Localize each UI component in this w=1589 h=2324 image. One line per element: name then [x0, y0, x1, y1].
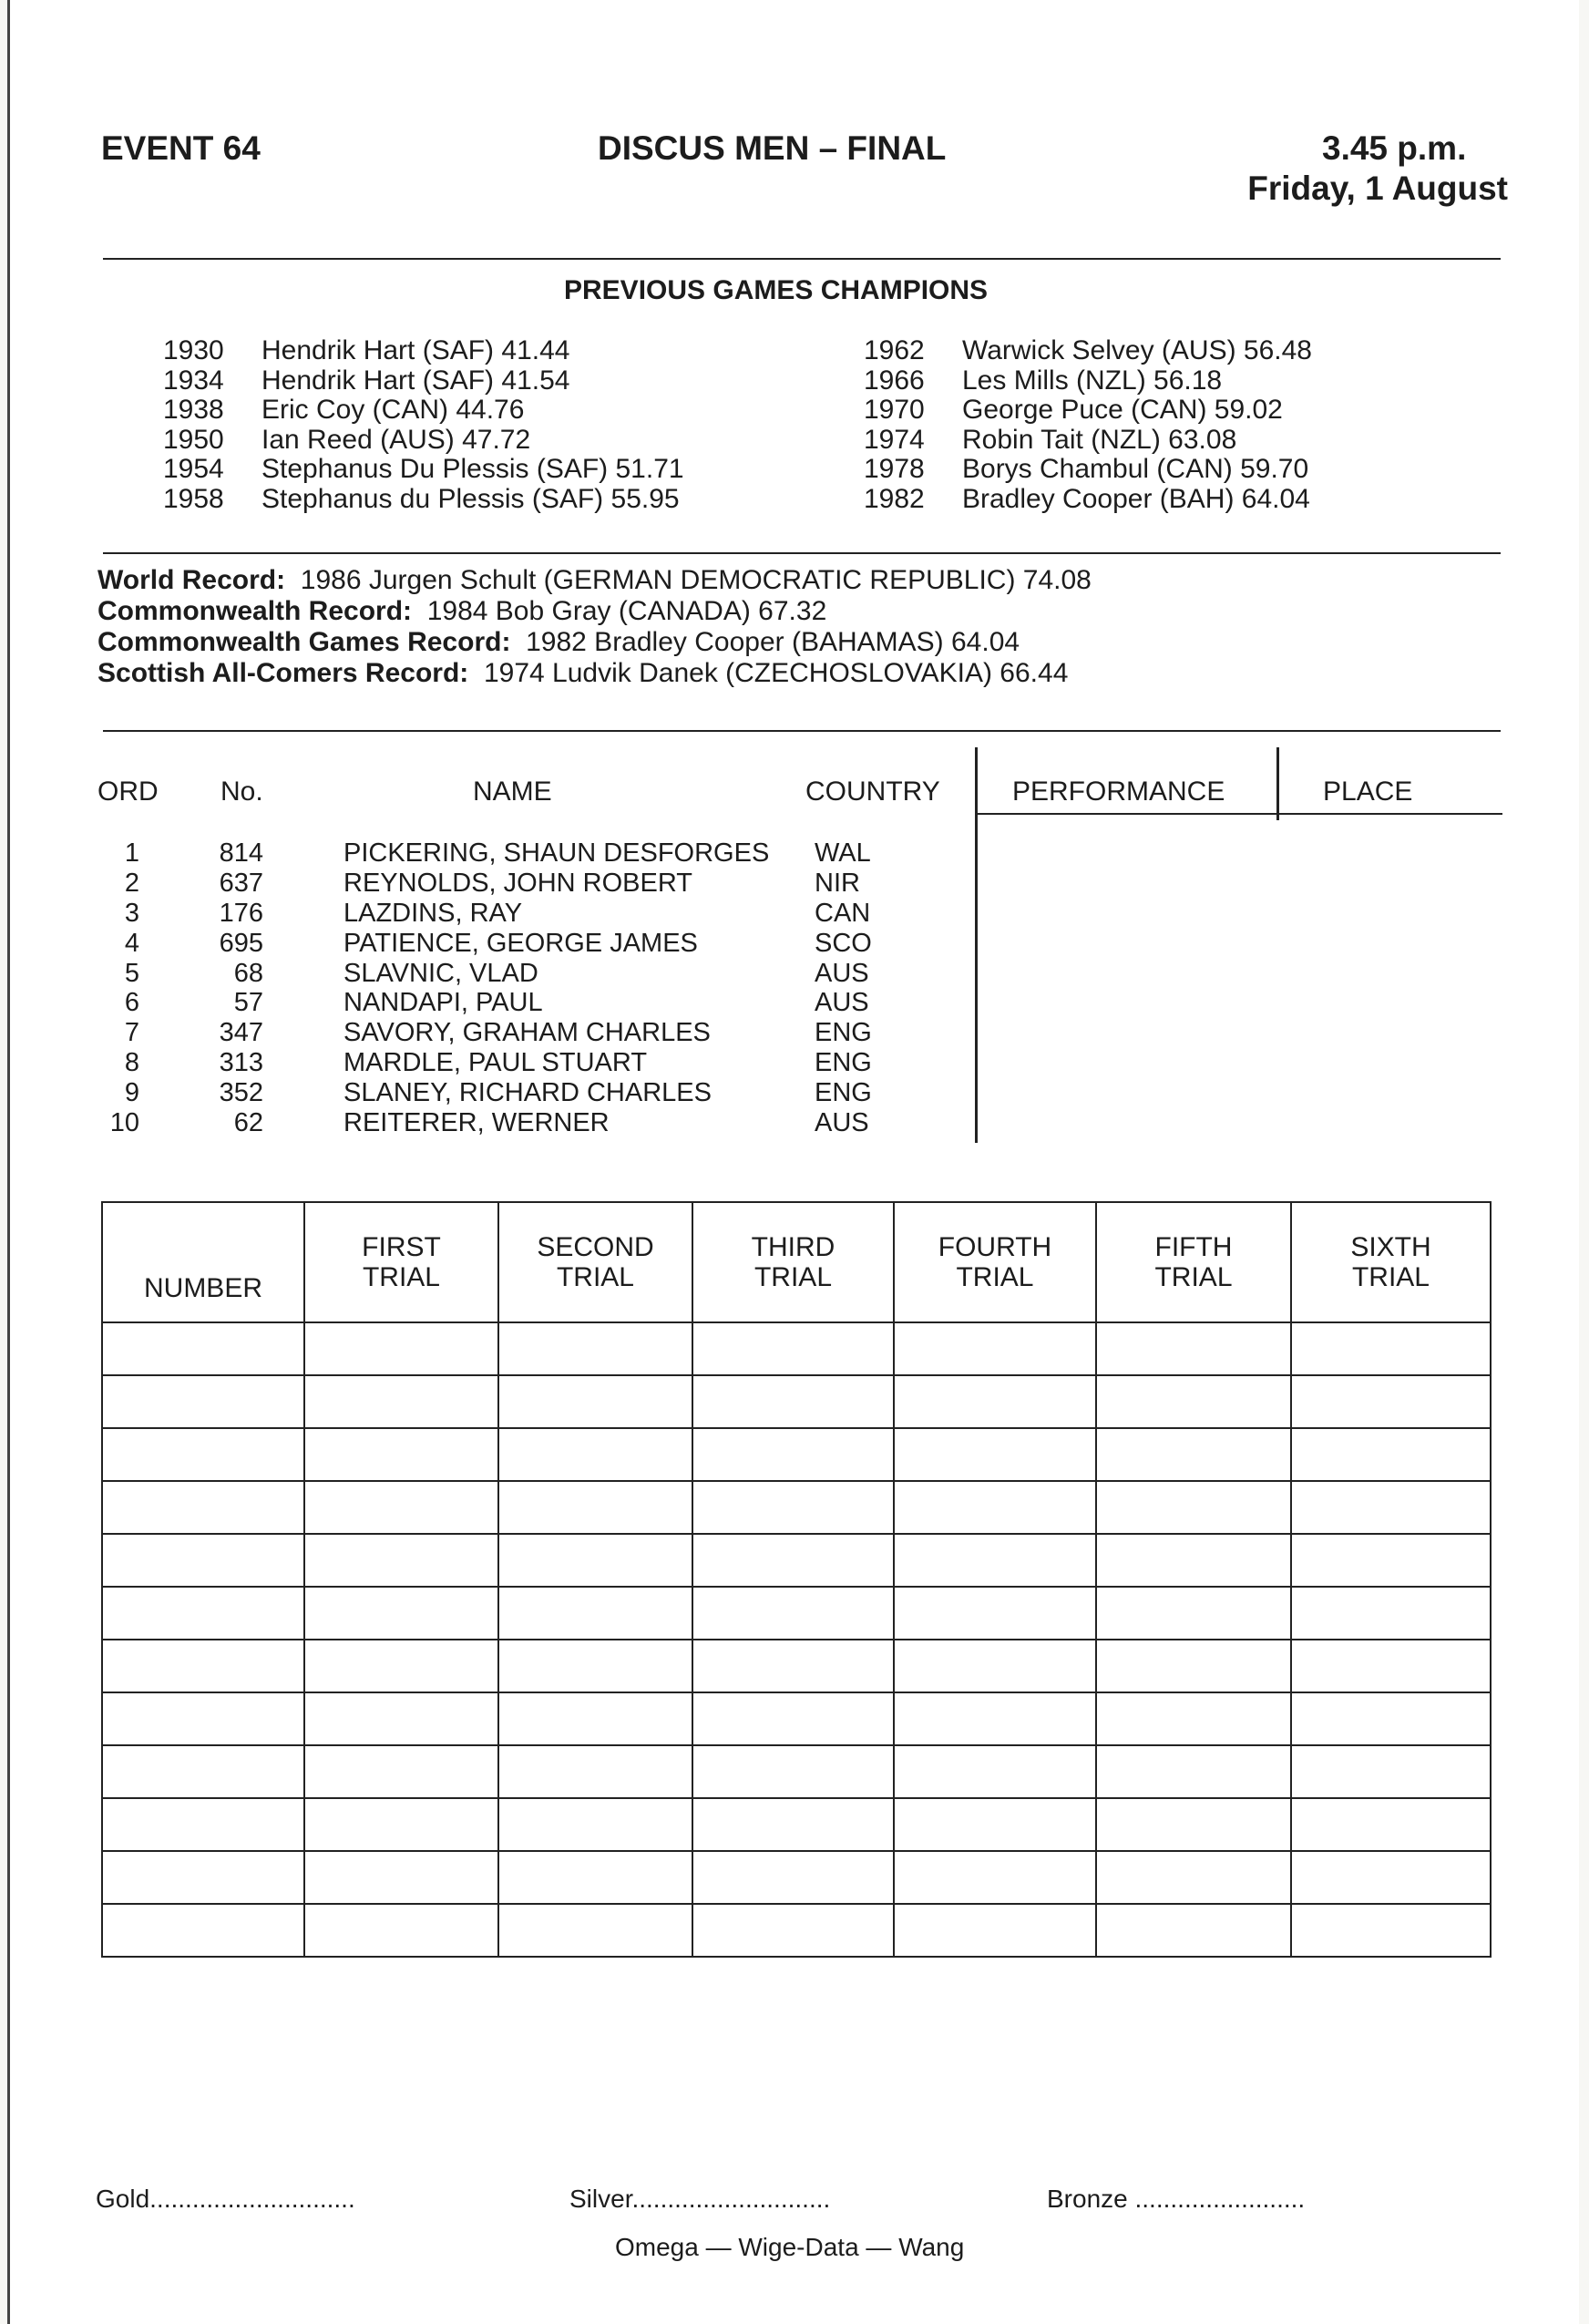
cell[interactable]	[498, 1375, 692, 1428]
silver-line: Silver............................	[569, 2185, 831, 2213]
cell[interactable]	[1291, 1640, 1491, 1692]
cell[interactable]	[304, 1798, 498, 1851]
table-row	[102, 1534, 1491, 1587]
cell[interactable]	[304, 1745, 498, 1798]
cell[interactable]	[894, 1481, 1096, 1534]
table-row	[102, 1375, 1491, 1428]
champions-list-right	[864, 336, 1312, 515]
header-second-trial: SECOND TRIAL	[498, 1202, 692, 1322]
col-header-ord: ORD	[97, 776, 159, 807]
divider	[103, 258, 1501, 260]
cell[interactable]	[304, 1640, 498, 1692]
header-fourth-trial: FOURTH TRIAL	[894, 1202, 1096, 1322]
cell[interactable]	[498, 1481, 692, 1534]
cell[interactable]	[692, 1798, 894, 1851]
header-number: NUMBER	[102, 1202, 304, 1322]
cell[interactable]	[692, 1375, 894, 1428]
record-row: World Record: 1986 Jurgen Schult (GERMAN DEMOCRATIC REPUBLIC) 74.08	[97, 565, 1092, 595]
cell[interactable]	[1291, 1375, 1491, 1428]
entry-row: 5 68 SLAVNIC, VLAD AUS	[124, 958, 869, 988]
event-date: Friday, 1 August	[1247, 170, 1508, 207]
champions-heading: PREVIOUS GAMES CHAMPIONS	[564, 275, 989, 305]
cell[interactable]	[692, 1851, 894, 1904]
cell[interactable]	[102, 1798, 304, 1851]
cell[interactable]	[1096, 1640, 1291, 1692]
col-header-place: PLACE	[1323, 776, 1413, 807]
cell[interactable]	[498, 1745, 692, 1798]
cell[interactable]	[102, 1534, 304, 1587]
record-row: Commonwealth Games Record: 1982 Bradley Cooper (BAHAMAS) 64.04	[97, 627, 1020, 657]
header-sixth-trial: SIXTH TRIAL	[1291, 1202, 1491, 1322]
champion-row: 1958 Stephanus du Plessis (SAF) 55.95	[163, 483, 680, 514]
cell[interactable]	[894, 1692, 1096, 1745]
sponsor-line: Omega — Wige-Data — Wang	[615, 2233, 965, 2261]
cell[interactable]	[304, 1692, 498, 1745]
table-row	[102, 1587, 1491, 1640]
cell[interactable]	[102, 1375, 304, 1428]
champion-row: 1930 Hendrik Hart (SAF) 41.44	[163, 335, 570, 365]
table-row	[102, 1640, 1491, 1692]
entry-list	[10, 838, 976, 1138]
header-third-trial: THIRD TRIAL	[692, 1202, 894, 1322]
table-row	[102, 1904, 1491, 1957]
cell[interactable]	[498, 1640, 692, 1692]
cell[interactable]	[1096, 1534, 1291, 1587]
header-first-trial: FIRST TRIAL	[304, 1202, 498, 1322]
champion-row: 1982 Bradley Cooper (BAH) 64.04	[864, 483, 1310, 514]
cell[interactable]	[692, 1587, 894, 1640]
cell[interactable]	[304, 1481, 498, 1534]
cell[interactable]	[1291, 1692, 1491, 1745]
cell[interactable]	[1096, 1692, 1291, 1745]
cell[interactable]	[894, 1587, 1096, 1640]
cell[interactable]	[692, 1904, 894, 1957]
cell[interactable]	[692, 1534, 894, 1587]
cell[interactable]	[1291, 1745, 1491, 1798]
entry-row: 3 176 LAZDINS, RAY CAN	[124, 898, 871, 928]
cell[interactable]	[692, 1428, 894, 1481]
gold-line: Gold.............................	[96, 2185, 355, 2213]
cell[interactable]	[498, 1428, 692, 1481]
cell[interactable]	[304, 1534, 498, 1587]
cell[interactable]	[692, 1481, 894, 1534]
bronze-line: Bronze ........................	[1047, 2185, 1306, 2213]
cell[interactable]	[102, 1851, 304, 1904]
col-header-country: COUNTRY	[805, 776, 940, 807]
cell[interactable]	[102, 1904, 304, 1957]
cell[interactable]	[1291, 1322, 1491, 1375]
cell[interactable]	[894, 1322, 1096, 1375]
cell[interactable]	[498, 1851, 692, 1904]
cell[interactable]	[102, 1692, 304, 1745]
cell[interactable]	[304, 1904, 498, 1957]
cell[interactable]	[1291, 1481, 1491, 1534]
divider	[103, 552, 1501, 554]
cell[interactable]	[1096, 1745, 1291, 1798]
cell[interactable]	[304, 1428, 498, 1481]
champion-row: 1950 Ian Reed (AUS) 47.72	[163, 424, 531, 455]
cell[interactable]	[102, 1745, 304, 1798]
event-number: EVENT 64	[101, 129, 261, 167]
event-title: DISCUS MEN – FINAL	[598, 129, 947, 167]
table-row	[102, 1851, 1491, 1904]
champion-row: 1934 Hendrik Hart (SAF) 41.54	[163, 365, 570, 396]
cell[interactable]	[1291, 1904, 1491, 1957]
cell[interactable]	[894, 1534, 1096, 1587]
record-row: Commonwealth Record: 1984 Bob Gray (CANADA) 67.32	[97, 596, 827, 626]
entry-row: 6 57 NANDAPI, PAUL AUS	[124, 988, 869, 1018]
table-row	[102, 1428, 1491, 1481]
champion-row: 1966 Les Mills (NZL) 56.18	[864, 365, 1223, 396]
trials-header-row	[102, 1202, 1491, 1322]
cell[interactable]	[1096, 1428, 1291, 1481]
cell[interactable]	[1096, 1798, 1291, 1851]
entry-row: 8 313 MARDLE, PAUL STUART ENG	[124, 1048, 872, 1078]
cell[interactable]	[498, 1322, 692, 1375]
cell[interactable]	[498, 1534, 692, 1587]
cell[interactable]	[894, 1851, 1096, 1904]
champions-list-left	[163, 336, 684, 515]
cell[interactable]	[102, 1428, 304, 1481]
cell[interactable]	[894, 1640, 1096, 1692]
cell[interactable]	[304, 1322, 498, 1375]
cell[interactable]	[692, 1322, 894, 1375]
results-sheet	[7, 0, 1579, 2324]
champion-row: 1978 Borys Chambul (CAN) 59.70	[864, 454, 1309, 485]
cell[interactable]	[1096, 1375, 1291, 1428]
cell[interactable]	[1291, 1428, 1491, 1481]
cell[interactable]	[498, 1798, 692, 1851]
table-row	[102, 1745, 1491, 1798]
col-header-performance: PERFORMANCE	[1012, 776, 1225, 807]
cell[interactable]	[102, 1322, 304, 1375]
cell[interactable]	[692, 1745, 894, 1798]
cell[interactable]	[1096, 1481, 1291, 1534]
cell[interactable]	[1096, 1322, 1291, 1375]
table-row	[102, 1798, 1491, 1851]
cell[interactable]	[1291, 1798, 1491, 1851]
cell[interactable]	[1096, 1851, 1291, 1904]
cell[interactable]	[102, 1587, 304, 1640]
place-column-line	[1276, 747, 1279, 820]
event-time: 3.45 p.m.	[1322, 129, 1467, 167]
entry-row: 4 695 PATIENCE, GEORGE JAMES SCO	[124, 928, 872, 958]
cell[interactable]	[102, 1481, 304, 1534]
cell[interactable]	[498, 1587, 692, 1640]
cell[interactable]	[304, 1851, 498, 1904]
table-row	[102, 1322, 1491, 1375]
header-fifth-trial: FIFTH TRIAL	[1096, 1202, 1291, 1322]
cell[interactable]	[894, 1745, 1096, 1798]
champion-row: 1938 Eric Coy (CAN) 44.76	[163, 395, 525, 426]
entry-row: 10 62 REITERER, WERNER AUS	[109, 1108, 869, 1138]
cell[interactable]	[1096, 1904, 1291, 1957]
champion-row: 1954 Stephanus Du Plessis (SAF) 51.71	[163, 454, 684, 485]
cell[interactable]	[498, 1692, 692, 1745]
champion-row: 1974 Robin Tait (NZL) 63.08	[864, 424, 1237, 455]
cell[interactable]	[1291, 1534, 1491, 1587]
col-header-name: NAME	[473, 776, 552, 807]
cell[interactable]	[692, 1640, 894, 1692]
cell[interactable]	[1096, 1587, 1291, 1640]
records-list	[97, 565, 1092, 689]
cell[interactable]	[894, 1428, 1096, 1481]
cell[interactable]	[304, 1375, 498, 1428]
table-row	[102, 1692, 1491, 1745]
col-header-no: No.	[220, 776, 263, 807]
cell[interactable]	[692, 1692, 894, 1745]
entry-row: 7 347 SAVORY, GRAHAM CHARLES ENG	[124, 1018, 872, 1048]
record-row: Scottish All-Comers Record: 1974 Ludvik Danek (CZECHOSLOVAKIA) 66.44	[97, 658, 1069, 688]
cell[interactable]	[498, 1904, 692, 1957]
trials-table	[101, 1201, 1492, 1958]
entry-row: 2 637 REYNOLDS, JOHN ROBERT NIR	[124, 868, 860, 898]
performance-header-underline	[975, 813, 1502, 815]
entry-row: 9 352 SLANEY, RICHARD CHARLES ENG	[124, 1078, 872, 1108]
cell[interactable]	[894, 1904, 1096, 1957]
champion-row: 1962 Warwick Selvey (AUS) 56.48	[864, 335, 1312, 365]
divider	[103, 730, 1501, 732]
cell[interactable]	[304, 1587, 498, 1640]
cell[interactable]	[1291, 1851, 1491, 1904]
champion-row: 1970 George Puce (CAN) 59.02	[864, 395, 1283, 426]
cell[interactable]	[102, 1640, 304, 1692]
cell[interactable]	[1291, 1587, 1491, 1640]
entry-row: 1 814 PICKERING, SHAUN DESFORGES WAL	[124, 838, 871, 868]
cell[interactable]	[894, 1798, 1096, 1851]
table-row	[102, 1481, 1491, 1534]
cell[interactable]	[894, 1375, 1096, 1428]
